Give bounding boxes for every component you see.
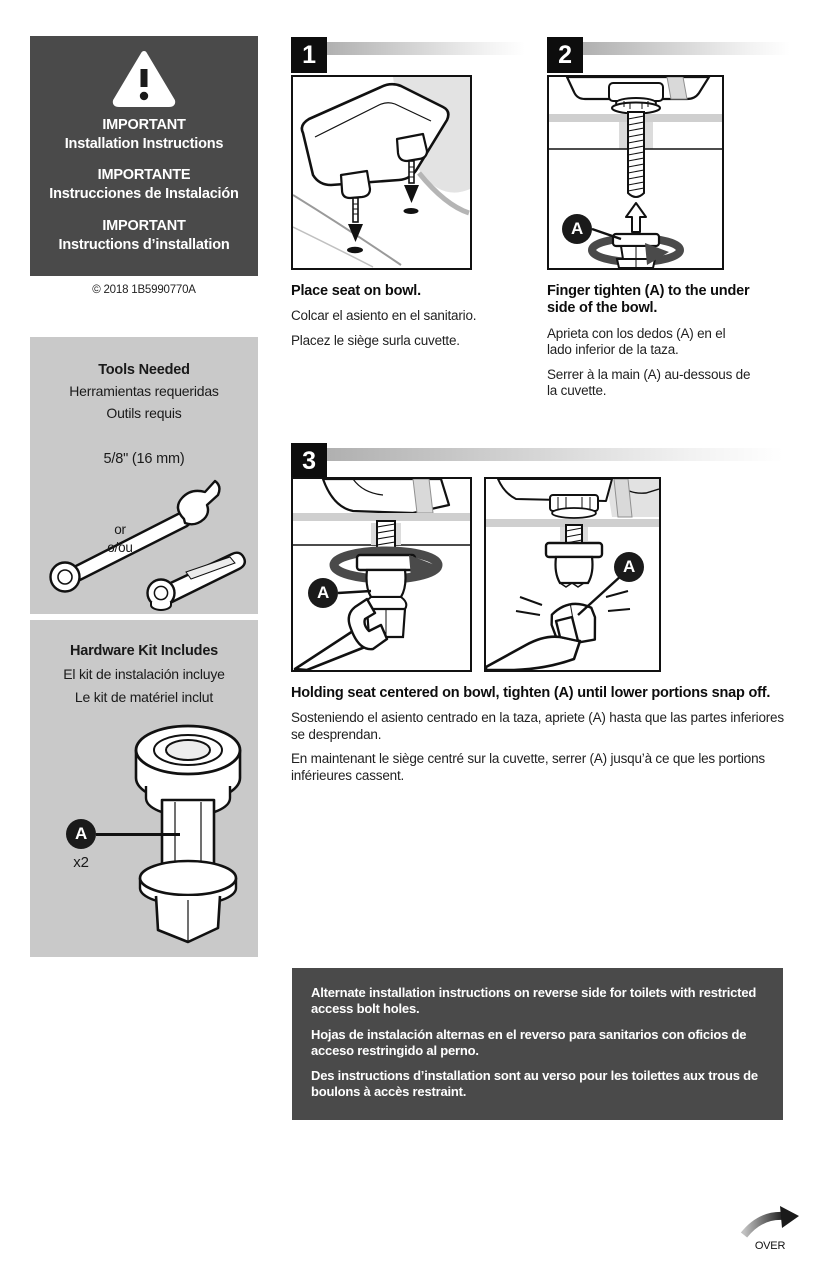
important-sub-en: Installation Instructions	[64, 136, 224, 153]
tools-or-label-esfr: o/ou	[107, 540, 133, 555]
alternate-text-fr: Des instructions d’installation sont au verso pour les toilettes aux trous de boulons à accès restraint.	[311, 1068, 758, 1100]
step-3-caption-fr: En maintenant le siège centré sur la cuvette, serrer (A) jusqu’à ce que les portions inférieures cassent.	[291, 751, 765, 783]
step-1-number-badge: 1	[291, 37, 327, 73]
important-title-es: IMPORTANTE	[97, 167, 191, 184]
step-1-captions	[291, 283, 541, 357]
bolt-part-illustration	[100, 720, 250, 952]
hardware-title-en: Hardware Kit Includes	[69, 643, 219, 659]
step-1-header-bar	[327, 42, 525, 55]
part-a-badge: A	[66, 819, 96, 849]
alternate-text-en: Alternate installation instructions on reverse side for toilets with restricted access bolt holes.	[311, 985, 757, 1016]
step-1-caption-fr: Placez le siège surla cuvette.	[291, 332, 460, 348]
tools-title-fr: Outils requis	[106, 405, 182, 422]
part-quantity-label: x2	[73, 854, 89, 871]
tools-title-es: Herramientas requeridas	[69, 383, 219, 400]
part-a-badge: A	[562, 214, 592, 244]
step-3-caption-es: Sosteniendo el asiento centrado en la taza, apriete (A) hasta que las partes inferiores se desprendan.	[291, 710, 784, 742]
tools-title-en: Tools Needed	[98, 362, 190, 378]
alternate-text-es: Hojas de instalación alternas en el reverso para sanitarios con oficios de acceso restringido al perno.	[311, 1026, 747, 1058]
wrench-size-label: 5/8" (16 mm)	[103, 450, 185, 467]
step-3-header-bar	[327, 448, 783, 461]
important-notice-panel	[30, 36, 258, 276]
place-seat-illustration	[293, 77, 470, 268]
over-label: OVER	[754, 1240, 786, 1252]
wrench-tighten-illustration	[293, 479, 470, 670]
alternate-instructions-panel	[292, 968, 783, 1120]
important-sub-fr: Instructions d’installation	[58, 236, 230, 253]
step-3-captions	[291, 685, 786, 792]
step-2-number-badge: 2	[547, 37, 583, 73]
step-2-caption-fr: Serrer à la main (A) au-dessous de la cuvette.	[547, 366, 751, 399]
step-3-figure-right	[484, 477, 661, 672]
step-2-figure	[547, 75, 724, 270]
copyright-line: © 2018 1B5990770A	[92, 284, 196, 296]
step-1-figure	[291, 75, 472, 270]
step-3-number-badge: 3	[291, 443, 327, 479]
part-a-badge: A	[614, 552, 644, 582]
step-2-caption-es: Aprieta con los dedos (A) en el lado inferior de la taza.	[547, 325, 726, 358]
important-title-fr: IMPORTANT	[102, 217, 186, 234]
hardware-title-es: El kit de instalación incluye	[63, 666, 225, 683]
curved-arrow-right-icon	[740, 1205, 800, 1239]
step-1-caption-es: Colcar el asiento en el sanitario.	[291, 308, 477, 324]
warning-triangle-icon	[111, 49, 177, 107]
hardware-title-fr: Le kit de matériel inclut	[74, 688, 214, 705]
step-3-caption-en: Holding seat centered on bowl, tighten (A) until lower portions snap off.	[291, 685, 771, 701]
step-3-figure-left	[291, 477, 472, 672]
part-a-badge: A	[308, 578, 338, 608]
part-a-leader-line	[96, 833, 180, 836]
important-title-en: IMPORTANT	[102, 117, 186, 133]
tools-or-label-en: or	[114, 522, 126, 537]
tools-needed-panel	[30, 337, 258, 614]
step-2-header-bar	[583, 42, 790, 55]
step-1-caption-en: Place seat on bowl.	[291, 283, 421, 299]
step-2-caption-en: Finger tighten (A) to the under side of the bowl.	[547, 283, 750, 317]
important-sub-es: Instrucciones de Instalación	[49, 186, 239, 203]
step-2-captions	[547, 283, 752, 408]
hardware-kit-panel	[30, 620, 258, 957]
